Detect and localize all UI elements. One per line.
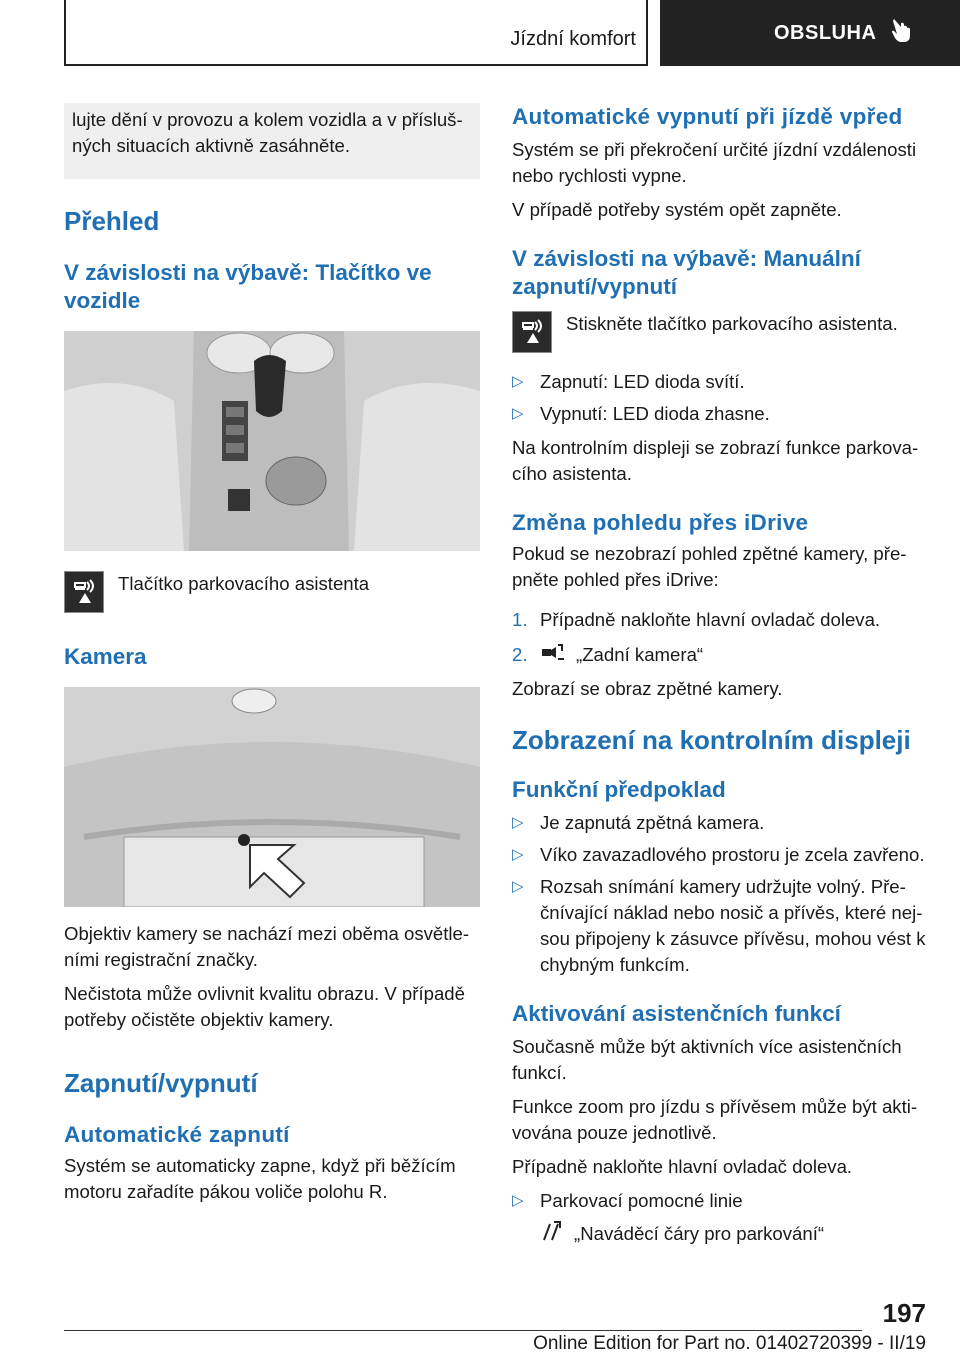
left-column — [64, 103, 480, 1205]
list-item: ▷ Víko zavazadlového prostoru je zcela zavřeno. — [512, 842, 926, 868]
heading-manual: V závislosti na výbavě: Manuální zapnutí/vypnutí — [512, 246, 861, 299]
list-item: ▷ Parkovací pomocné linie — [512, 1188, 926, 1214]
heading-predpoklad: Funkční předpoklad — [512, 777, 726, 802]
right-column — [512, 103, 926, 1247]
header-rule-left — [64, 0, 66, 66]
aktivovani-text-3: Případně nakloňte hlavní ovladač doleva. — [512, 1156, 853, 1177]
caption-button-text: Tlačítko parkovacího asistenta — [118, 573, 370, 594]
heading-tlacitko: V závislosti na výbavě: Tlačítko ve vozidle — [64, 260, 432, 313]
section-title: Jízdní komfort — [510, 28, 636, 50]
heading-auto-vypnuti: Automatické vypnutí při jízdě vpřed — [512, 104, 903, 129]
heading-kamera: Kamera — [64, 644, 147, 669]
kamera-text-2: Nečistota může ovlivnit kvalitu obrazu. V případě potřeby očistěte objektiv kamery. — [64, 983, 465, 1030]
caption-button-row — [64, 571, 480, 613]
auto-vypnuti-text-2: V případě potřeby systém opět zapněte. — [512, 199, 842, 220]
photo-rear-camera — [64, 687, 480, 907]
parking-assistant-icon — [64, 571, 104, 613]
zmena-text: Pokud se nezobrazí pohled zpětné kamery, přepněte pohled přes iDrive: — [512, 543, 907, 590]
kamera-text-1: Objektiv kamery se nachází mezi oběma osvětleními registrační značky. — [64, 923, 470, 970]
manual-bullet-list — [512, 369, 926, 427]
triangle-right-icon: ▷ — [512, 814, 524, 831]
parking-assistant-icon — [512, 311, 552, 353]
parking-lines-icon — [540, 1220, 564, 1247]
rear-camera-icon — [540, 641, 566, 668]
heading-prehled: Přehled — [64, 206, 160, 236]
list-item: ▷ Vypnutí: LED dioda zhasne. — [512, 401, 926, 427]
edition-line: Online Edition for Part no. 01402720399 - II/19 — [533, 1333, 926, 1354]
photo-center-console — [64, 331, 480, 551]
note-text: lujte dění v provozu a kolem vozidla a v příslušných situacích aktivně zasáhněte. — [72, 109, 463, 156]
zmena-after-text: Zobrazí se obraz zpětné kamery. — [512, 678, 783, 699]
chapter-tab-label: OBSLUHA — [774, 21, 877, 44]
hand-pointer-icon — [890, 17, 912, 49]
aktivovani-text-2: Funkce zoom pro jízdu s přívěsem může být aktivována pouze jednotlivě. — [512, 1096, 918, 1143]
triangle-right-icon: ▷ — [512, 405, 524, 422]
aktivovani-text-1: Současně může být aktivních více asistenčních funkcí. — [512, 1036, 902, 1083]
zmena-steps — [512, 607, 926, 668]
heading-zmena: Změna pohledu přes iDrive — [512, 510, 809, 535]
heading-zobrazeni: Zobrazení na kontrolním displeji — [512, 725, 911, 755]
heading-aktivovani: Aktivování asistenčních funkcí — [512, 1001, 841, 1026]
manual-caption-text: Stiskněte tlačítko parkovacího asistenta. — [566, 313, 898, 334]
list-item: 2. „Zadní kamera“ — [512, 641, 926, 668]
manual-text: Na kontrolním displeji se zobrazí funkce parkovacího asistenta. — [512, 437, 919, 484]
header-rule — [64, 64, 648, 66]
manual-caption-row — [512, 311, 926, 353]
triangle-right-icon: ▷ — [512, 878, 524, 895]
list-item: 1. Případně nakloňte hlavní ovladač doleva. — [512, 609, 881, 630]
aktivovani-sub-item: „Naváděcí čáry pro parkování“ — [540, 1220, 926, 1247]
heading-auto-zapnuti: Automatické zapnutí — [64, 1122, 290, 1147]
page-number: 197 — [882, 1298, 926, 1328]
list-item: ▷ Zapnutí: LED dioda svítí. — [512, 369, 926, 395]
list-item: ▷ Rozsah snímání kamery udržujte volný. Přečnívající náklad nebo nosič a přívěs, které nejsou připojeny k zásuvce přívěsu, mohou vést k chybným funkcím. — [512, 874, 926, 978]
list-item: ▷ Je zapnutá zpětná kamera. — [512, 810, 926, 836]
header-rule-right — [646, 0, 648, 66]
triangle-right-icon: ▷ — [512, 373, 524, 390]
auto-vypnuti-text-1: Systém se při překročení určité jízdní vzdálenosti nebo rychlosti vypne. — [512, 139, 917, 186]
auto-zapnuti-text: Systém se automaticky zapne, když při běžícím motoru zařadíte pákou voliče polohu R. — [64, 1155, 456, 1202]
chapter-tab[interactable] — [660, 0, 960, 66]
warning-note — [64, 103, 480, 179]
triangle-right-icon: ▷ — [512, 1192, 524, 1209]
footer-rule — [64, 1330, 862, 1331]
predpoklad-bullet-list — [512, 810, 926, 978]
triangle-right-icon: ▷ — [512, 846, 524, 863]
heading-zapnuti: Zapnutí/vypnutí — [64, 1068, 258, 1098]
